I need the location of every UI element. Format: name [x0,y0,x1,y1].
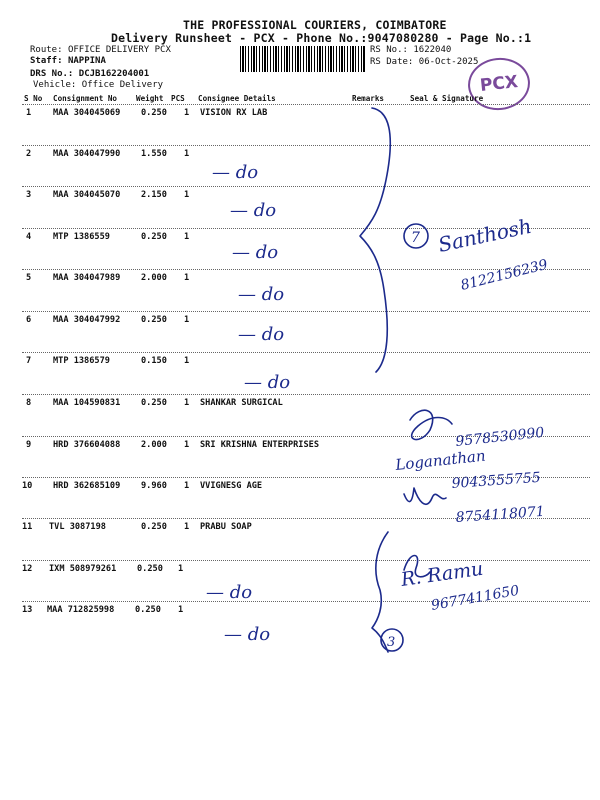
row-consignment: MAA 304045070 [53,190,121,200]
col-weight: Weight [136,94,164,103]
ditto-mark: — do [212,162,259,183]
vehicle-value: Office Delivery [81,80,164,90]
col-pcs: PCS [171,94,185,103]
rs-date-value: 06-Oct-2025 [418,57,479,67]
signature-scribble-2 [404,488,446,504]
row-weight: 0.250 [141,398,167,408]
row-weight: 1.550 [141,149,167,159]
row-consignee: VVIGNESG AGE [200,481,263,491]
row-consignee: SHANKAR SURGICAL [200,398,283,408]
row-consignment: MAA 304047992 [53,315,121,325]
phone-santhosh: 8122156239 [459,256,550,294]
ditto-mark: — do [238,284,285,305]
row-pcs: 1 [184,522,190,532]
row-pcs: 1 [184,108,190,118]
row-sno: 3 [26,190,32,200]
row-divider [22,436,590,437]
row-sno: 10 [22,481,33,491]
row-weight: 0.250 [135,605,161,615]
row-weight: 0.250 [141,232,167,242]
vehicle-label: Vehicle: [33,80,77,90]
phone-signature-4: 8754118071 [455,503,546,526]
signature-r-ramu: R. Ramu [399,557,485,591]
drs-label: DRS No.: [30,69,74,79]
row-divider [22,228,590,229]
row-weight: 0.150 [141,356,167,366]
pcx-stamp: PCX [465,55,532,113]
brace-upper [360,108,390,372]
row-sno: 8 [26,398,32,408]
row-sno: 11 [22,522,33,532]
row-sno: 7 [26,356,32,366]
row-divider [22,186,590,187]
barcode [240,46,366,72]
row-sno: 4 [26,232,32,242]
row-divider [22,145,590,146]
row-weight: 0.250 [137,564,163,574]
row-pcs: 1 [184,273,190,283]
row-weight: 2.000 [141,273,167,283]
staff-label: Staff: [30,56,63,66]
row-consignment: MAA 712825998 [47,605,115,615]
rs-no-label: RS No.: [370,45,408,55]
col-consignment: Consignment No [53,94,118,103]
row-pcs: 1 [184,149,190,159]
row-sno: 12 [22,564,33,574]
row-consignment: MAA 304047990 [53,149,121,159]
count-7-digit: 7 [411,230,420,246]
row-weight: 0.250 [141,522,167,532]
row-consignment: IXM 508979261 [49,564,117,574]
row-consignment: MTP 1386579 [53,356,110,366]
staff-line [30,56,106,66]
row-consignment: MAA 304047989 [53,273,121,283]
row-weight: 2.000 [141,440,167,450]
row-weight: 0.250 [141,108,167,118]
staff-value: NAPPINA [67,56,106,66]
row-sno: 6 [26,315,32,325]
ditto-mark: — do [238,324,285,345]
ditto-mark: — do [232,242,279,263]
row-pcs: 1 [184,398,190,408]
row-divider [22,560,590,561]
row-consignee: VISION RX LAB [200,108,268,118]
row-pcs: 1 [178,564,184,574]
ditto-mark: — do [244,372,291,393]
col-consignee: Consignee Details [198,94,276,103]
drs-line [30,69,149,79]
row-pcs: 1 [184,232,190,242]
row-divider [22,311,590,312]
header-divider [22,104,590,105]
runsheet-subtitle: Delivery Runsheet - PCX - Phone No.:9047080280 - Page No.:1 [111,31,532,45]
row-divider [22,477,590,478]
row-consignment: MAA 104590831 [53,398,121,408]
signature-santhosh: Santhosh [436,213,534,257]
row-weight: 9.960 [141,481,167,491]
brace-lower [372,532,388,652]
ditto-mark: — do [206,582,253,603]
col-seal-signature: Seal & Signature [410,94,484,103]
phone-loganathan: 9043555755 [451,469,542,492]
row-weight: 0.250 [141,315,167,325]
row-divider [22,352,590,353]
row-pcs: 1 [178,605,184,615]
row-divider [22,518,590,519]
col-sno: S No [24,94,43,103]
col-remarks: Remarks [352,94,385,103]
row-consignment: MTP 1386559 [53,232,110,242]
row-weight: 2.150 [141,190,167,200]
row-consignment: TVL 3087198 [49,522,106,532]
rs-date-label: RS Date: [370,57,414,67]
route-label: Route: [30,45,63,55]
row-sno: 13 [22,605,33,615]
row-consignment: HRD 362685109 [53,481,121,491]
row-pcs: 1 [184,315,190,325]
row-pcs: 1 [184,190,190,200]
row-divider [22,601,590,602]
route-value: OFFICE DELIVERY PCX [67,45,171,55]
signature-scribble-3 [404,556,430,577]
drs-value: DCJB162204001 [78,69,150,79]
row-sno: 5 [26,273,32,283]
row-sno: 9 [26,440,32,450]
rs-date-line [370,57,478,67]
row-pcs: 1 [184,440,190,450]
row-consignee: SRI KRISHNA ENTERPRISES [200,440,319,450]
phone-signature-2: 9578530990 [454,424,546,450]
ditto-mark: — do [224,624,271,645]
route-line [30,45,171,55]
vehicle-line [33,80,163,90]
company-title: THE PROFESSIONAL COURIERS, COIMBATORE [183,18,447,32]
row-divider [22,269,590,270]
ditto-mark: — do [230,200,277,221]
circled-count-3 [381,629,403,651]
row-sno: 2 [26,149,32,159]
row-consignee: PRABU SOAP [200,522,252,532]
phone-r-ramu: 9677411650 [429,582,521,614]
count-3-digit: 3 [387,635,396,650]
row-consignment: MAA 304045069 [53,108,121,118]
row-consignment: HRD 376604088 [53,440,121,450]
rs-no-value: 1622040 [413,45,452,55]
row-divider [22,394,590,395]
row-pcs: 1 [184,481,190,491]
signature-loganathan: Loganathan [394,446,487,474]
rs-no-line [370,45,451,55]
row-pcs: 1 [184,356,190,366]
row-sno: 1 [26,108,32,118]
